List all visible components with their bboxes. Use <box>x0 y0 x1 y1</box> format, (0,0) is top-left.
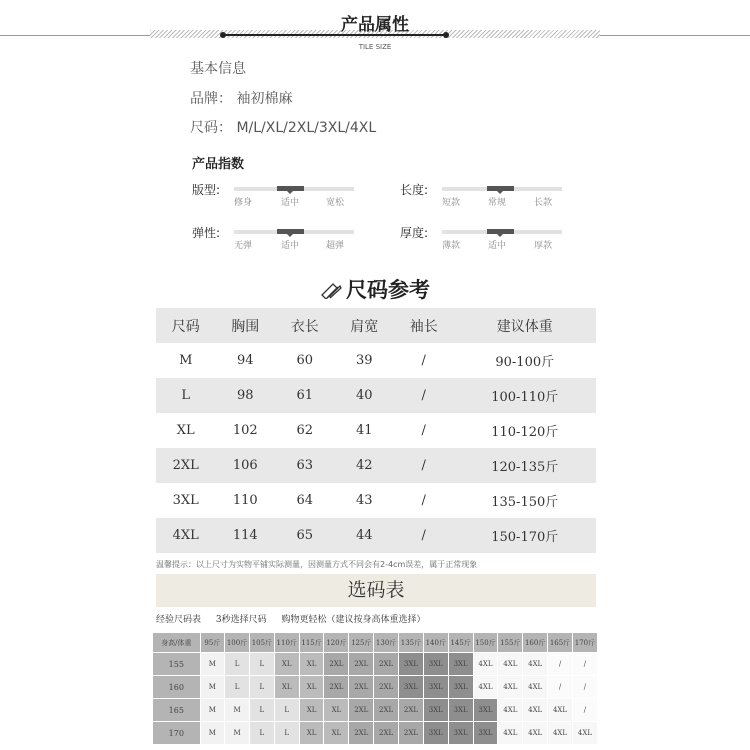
table-cell: 150-170斤 <box>491 530 559 545</box>
table-cell: 61 <box>296 388 314 403</box>
slider-option: 宽松 <box>326 198 345 208</box>
weight-column-header: 105斤 <box>250 633 274 652</box>
size-cell: 4XL <box>548 699 572 721</box>
table-cell: 110-120斤 <box>491 425 559 440</box>
weight-column-header: 145斤 <box>449 633 473 652</box>
table-cell: 62 <box>296 423 314 438</box>
table-cell: 120-135斤 <box>491 460 559 475</box>
size-cell: 3XL <box>424 699 448 721</box>
size-cell: XL <box>275 676 299 698</box>
slider-label: 长度: <box>400 183 429 197</box>
size-cell: 3XL <box>449 722 473 744</box>
table-cell: / <box>421 493 426 508</box>
table-row <box>153 676 597 698</box>
slider-option: 适中 <box>488 241 507 251</box>
slider-option: 厚款 <box>534 241 553 251</box>
table-cell: 98 <box>236 388 254 403</box>
size-cell: M <box>201 722 224 744</box>
table-cell: 3XL <box>172 493 199 508</box>
size-cell: / <box>573 653 597 675</box>
weight-column-header: 160斤 <box>523 633 547 652</box>
table-cell: 2XL <box>172 458 199 473</box>
weight-column-header: 120斤 <box>324 633 348 652</box>
size-reference-label: 尺码参考 <box>346 278 430 302</box>
slider-option: 薄款 <box>442 241 461 251</box>
table-cell: 94 <box>236 353 254 368</box>
table-cell: 110 <box>232 493 258 508</box>
size-cell: 3XL <box>449 653 473 675</box>
size-row <box>190 117 376 137</box>
size-cell: 3XL <box>474 699 498 721</box>
size-cell: 3XL <box>424 653 448 675</box>
size-cell: XL <box>275 653 299 675</box>
table-cell: 60 <box>296 353 314 368</box>
column-header: 肩宽 <box>350 318 379 335</box>
slider-label: 版型: <box>192 183 221 197</box>
table-cell: XL <box>176 423 195 438</box>
size-cell: L <box>275 722 299 744</box>
table-cell: M <box>179 353 193 368</box>
size-cell: 3XL <box>449 676 473 698</box>
column-header: 袖长 <box>409 318 438 335</box>
size-cell: L <box>275 699 299 721</box>
size-cell: 3XL <box>424 722 448 744</box>
table-row <box>156 518 596 553</box>
table-cell: 102 <box>232 423 258 438</box>
size-cell: 2XL <box>374 722 398 744</box>
brand-value: 袖初棉麻 <box>236 91 293 107</box>
size-cell: XL <box>300 676 324 698</box>
size-cell: M <box>201 653 224 675</box>
weight-column-header: 165斤 <box>548 633 572 652</box>
weight-column-header: 115斤 <box>300 633 324 652</box>
slider-option: 修身 <box>234 198 253 208</box>
size-cell: L <box>250 699 274 721</box>
size-cell: / <box>573 676 597 698</box>
table-cell: / <box>421 388 426 403</box>
slider-option: 常规 <box>488 198 507 208</box>
size-cell: 2XL <box>374 653 398 675</box>
size-cell: L <box>250 676 274 698</box>
table-cell: / <box>421 458 426 473</box>
size-cell: 3XL <box>449 699 473 721</box>
slider-label: 厚度: <box>400 226 429 240</box>
table-cell: 4XL <box>172 528 199 543</box>
size-cell: L <box>225 653 249 675</box>
height-row-header: 170 <box>153 722 200 744</box>
column-header: 胸围 <box>231 318 260 335</box>
weight-column-header: 95斤 <box>201 633 224 652</box>
table-cell: 63 <box>296 458 314 473</box>
size-cell: 4XL <box>548 722 572 744</box>
size-cell: L <box>250 722 274 744</box>
table-cell: 114 <box>232 528 258 543</box>
height-row-header: 155 <box>153 653 200 675</box>
size-cell: 2XL <box>349 722 373 744</box>
size-cell: XL <box>300 722 324 744</box>
size-value: M/L/XL/2XL/3XL/4XL <box>236 120 377 136</box>
slider-option: 长款 <box>534 198 553 208</box>
table-cell: L <box>181 388 191 403</box>
size-cell: 4XL <box>523 676 547 698</box>
size-reference-title <box>150 274 600 304</box>
size-cell: 4XL <box>498 699 522 721</box>
size-cell: XL <box>300 653 324 675</box>
subtitle-part: 购物更轻松（建议按身高体重选择） <box>281 615 426 625</box>
page-subtitle: TILE SIZE <box>358 43 392 51</box>
table-row <box>153 653 597 675</box>
size-cell: 2XL <box>349 676 373 698</box>
size-cell: 2XL <box>349 653 373 675</box>
table-row <box>156 378 596 413</box>
size-cell: M <box>225 722 249 744</box>
slider-option: 适中 <box>281 198 300 208</box>
size-cell: 3XL <box>474 722 498 744</box>
size-selector-title: 选码表 <box>156 574 596 607</box>
size-cell: 4XL <box>523 722 547 744</box>
corner-header: 身高/体重 <box>153 633 200 652</box>
slider-option: 无弹 <box>234 241 253 251</box>
size-cell: 4XL <box>498 676 522 698</box>
weight-column-header: 130斤 <box>374 633 398 652</box>
size-cell: 3XL <box>399 653 423 675</box>
table-cell: 64 <box>296 493 314 508</box>
ruler-pencil-icon <box>320 281 342 299</box>
table-cell: / <box>421 528 426 543</box>
weight-column-header: 150斤 <box>474 633 498 652</box>
table-cell: / <box>421 353 426 368</box>
height-row-header: 165 <box>153 699 200 721</box>
column-header: 衣长 <box>290 318 319 335</box>
size-cell: XL <box>324 722 348 744</box>
weight-column-header: 110斤 <box>275 633 299 652</box>
size-cell: XL <box>300 699 324 721</box>
table-cell: 40 <box>355 388 373 403</box>
size-cell: 3XL <box>399 676 423 698</box>
size-cell: M <box>225 699 249 721</box>
table-row <box>153 699 597 721</box>
table-cell: 106 <box>232 458 258 473</box>
size-cell: XL <box>324 699 348 721</box>
table-cell: 44 <box>355 528 373 543</box>
size-cell: 2XL <box>374 676 398 698</box>
table-row <box>156 413 596 448</box>
measurement-note: 温馨提示：以上尺寸为实物平铺实际测量，因测量方式不同会有2-4cm误差，属于正常现象 <box>156 560 478 569</box>
weight-column-header: 125斤 <box>349 633 373 652</box>
table-cell: 42 <box>355 458 373 473</box>
size-cell: 4XL <box>523 653 547 675</box>
table-row <box>153 722 597 744</box>
weight-column-header: 140斤 <box>424 633 448 652</box>
weight-column-header: 100斤 <box>225 633 249 652</box>
product-index-title: 产品指数 <box>192 157 245 172</box>
slider-indicator <box>277 186 304 191</box>
page-title: 产品属性 <box>341 15 409 35</box>
size-cell: 2XL <box>349 699 373 721</box>
height-row-header: 160 <box>153 676 200 698</box>
size-cell: / <box>548 676 572 698</box>
size-cell: 4XL <box>573 722 597 744</box>
table-cell: / <box>421 423 426 438</box>
table-row <box>156 448 596 483</box>
column-header: 建议体重 <box>496 318 553 335</box>
size-selector-subtitle <box>156 612 438 625</box>
table-cell: 43 <box>355 493 373 508</box>
size-cell: 4XL <box>498 653 522 675</box>
slider-indicator <box>277 229 304 234</box>
size-cell: 3XL <box>424 676 448 698</box>
brand-label: 品牌： <box>190 91 232 107</box>
table-cell: 39 <box>355 353 373 368</box>
table-row <box>156 483 596 518</box>
size-cell: M <box>201 676 224 698</box>
weight-column-header: 155斤 <box>498 633 522 652</box>
subtitle-part: 经验尺码表 <box>156 615 202 625</box>
table-header-row <box>153 633 597 652</box>
weight-column-header: 135斤 <box>399 633 423 652</box>
size-label: 尺码： <box>190 120 232 136</box>
brand-row <box>190 88 292 108</box>
slider-indicator <box>487 229 514 234</box>
slider-option: 超弹 <box>326 241 345 251</box>
size-cell: 2XL <box>399 699 423 721</box>
size-cell: L <box>250 653 274 675</box>
size-cell: / <box>548 653 572 675</box>
slider-option: 适中 <box>281 241 300 251</box>
column-header: 尺码 <box>171 318 200 335</box>
table-cell: 90-100斤 <box>495 355 555 370</box>
size-cell: L <box>225 676 249 698</box>
table-cell: 100-110斤 <box>491 390 559 405</box>
size-cell: 4XL <box>474 653 498 675</box>
size-cell: 2XL <box>324 676 348 698</box>
size-cell: 4XL <box>474 676 498 698</box>
basic-info-heading: 基本信息 <box>190 61 246 77</box>
size-cell: 4XL <box>498 722 522 744</box>
product-detail-page <box>150 0 600 750</box>
slider-indicator <box>487 186 514 191</box>
table-cell: 65 <box>296 528 314 543</box>
slider-option: 短款 <box>442 198 461 208</box>
table-row <box>156 343 596 378</box>
weight-column-header: 170斤 <box>573 633 597 652</box>
size-cell: 2XL <box>324 653 348 675</box>
subtitle-part: 3秒选择尺码 <box>215 615 267 625</box>
size-cell: M <box>201 699 224 721</box>
table-cell: 135-150斤 <box>491 495 559 510</box>
table-cell: 41 <box>355 423 373 438</box>
size-reference-table <box>156 308 596 553</box>
size-cell: 2XL <box>374 699 398 721</box>
size-cell: / <box>573 699 597 721</box>
size-cell: 4XL <box>523 699 547 721</box>
table-header-row <box>156 308 596 343</box>
size-selector-table <box>152 632 598 745</box>
slider-label: 弹性: <box>192 226 221 240</box>
size-cell: 2XL <box>399 722 423 744</box>
